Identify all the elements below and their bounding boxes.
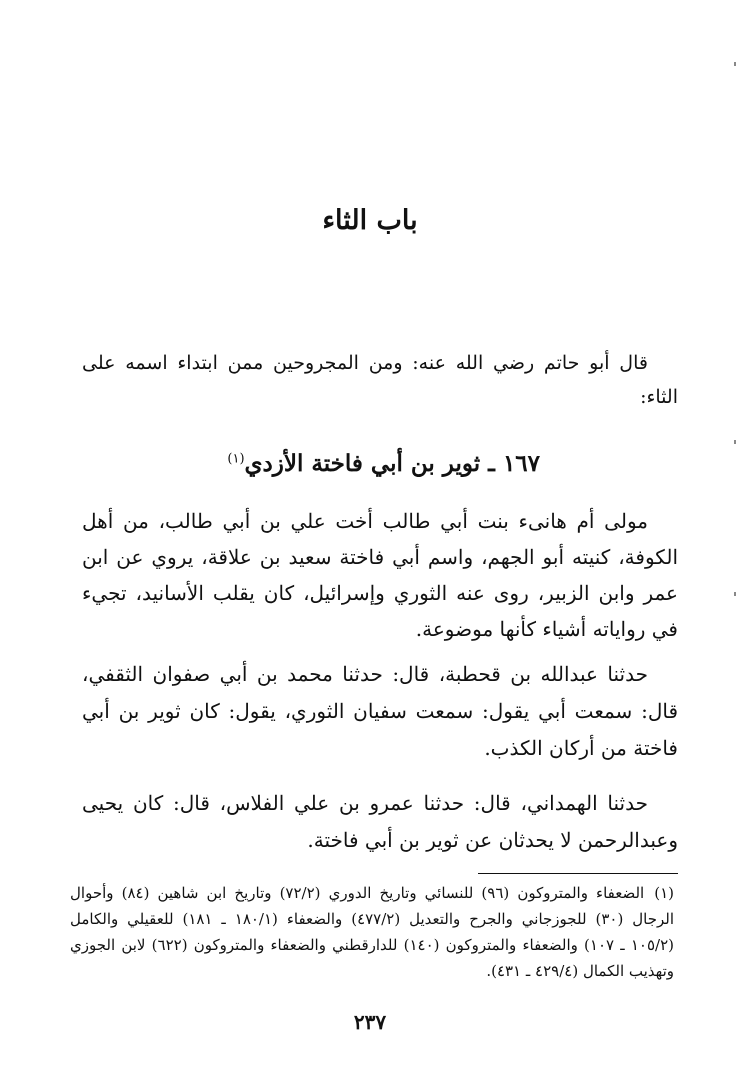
footnote bbox=[70, 880, 674, 984]
entry-heading bbox=[82, 450, 540, 477]
margin-mark bbox=[734, 592, 736, 596]
page-number: ٢٣٧ bbox=[353, 1010, 387, 1034]
narration-paragraph-1: حدثنا عبدالله بن قحطبة، قال: حدثنا محمد بن أبي صفوان الثقفي، قال: سمعت أبي يقول: سمعت سفيان الثوري، يقول: كان ثوير بن أبي فاختة من أركان الكذب. bbox=[82, 662, 678, 760]
biography-paragraph: مولى أم هانىء بنت أبي طالب أخت علي بن أبي طالب، من أهل الكوفة، كنيته أبو الجهم، واسم أبي فاختة سعيد بن علاقة، يروي عن ابن عمر وابن الزبير، روى عنه الثوري وإسرائيل، كان يقلب الأسانيد، تجيء في رواياته أشياء كأنها موضوعة. bbox=[82, 509, 678, 641]
narration-paragraph-2: حدثنا الهمداني، قال: حدثنا عمرو بن علي الفلاس، قال: كان يحيى وعبدالرحمن لا يحدثان عن ثوير بن أبي فاختة. bbox=[82, 791, 678, 852]
footnote-number: (١) bbox=[654, 884, 675, 902]
footnote-divider bbox=[478, 873, 678, 874]
entry-heading-text: ١٦٧ ـ ثوير بن أبي فاختة الأزدي bbox=[244, 450, 540, 477]
margin-mark bbox=[734, 440, 736, 444]
margin-mark bbox=[734, 62, 736, 66]
footnote-text: الضعفاء والمتروكون (٩٦) للنسائي وتاريخ الدوري (٧٢/٢) وتاريخ ابن شاهين (٨٤) وأحوال الرجال (٣٠) للجوزجاني والجرح والتعديل (٤٧٧/٢) والضعفاء (١٨٠/١ ـ ١٨١) للعقيلي والكامل (١٠٥/٢ ـ ١٠٧) والضعفاء والمتروكون (١٤٠) للدارقطني والضعفاء والمتروكون (٦٢٢) لابن الجوزي وتهذيب الكمال (٤٢٩/٤ ـ ٤٣١). bbox=[70, 884, 674, 980]
footnote-marker: (١) bbox=[227, 451, 245, 467]
chapter-title: باب الثاء bbox=[322, 205, 418, 236]
intro-paragraph: قال أبو حاتم رضي الله عنه: ومن المجروحين ممن ابتداء اسمه على الثاء: bbox=[82, 352, 678, 408]
